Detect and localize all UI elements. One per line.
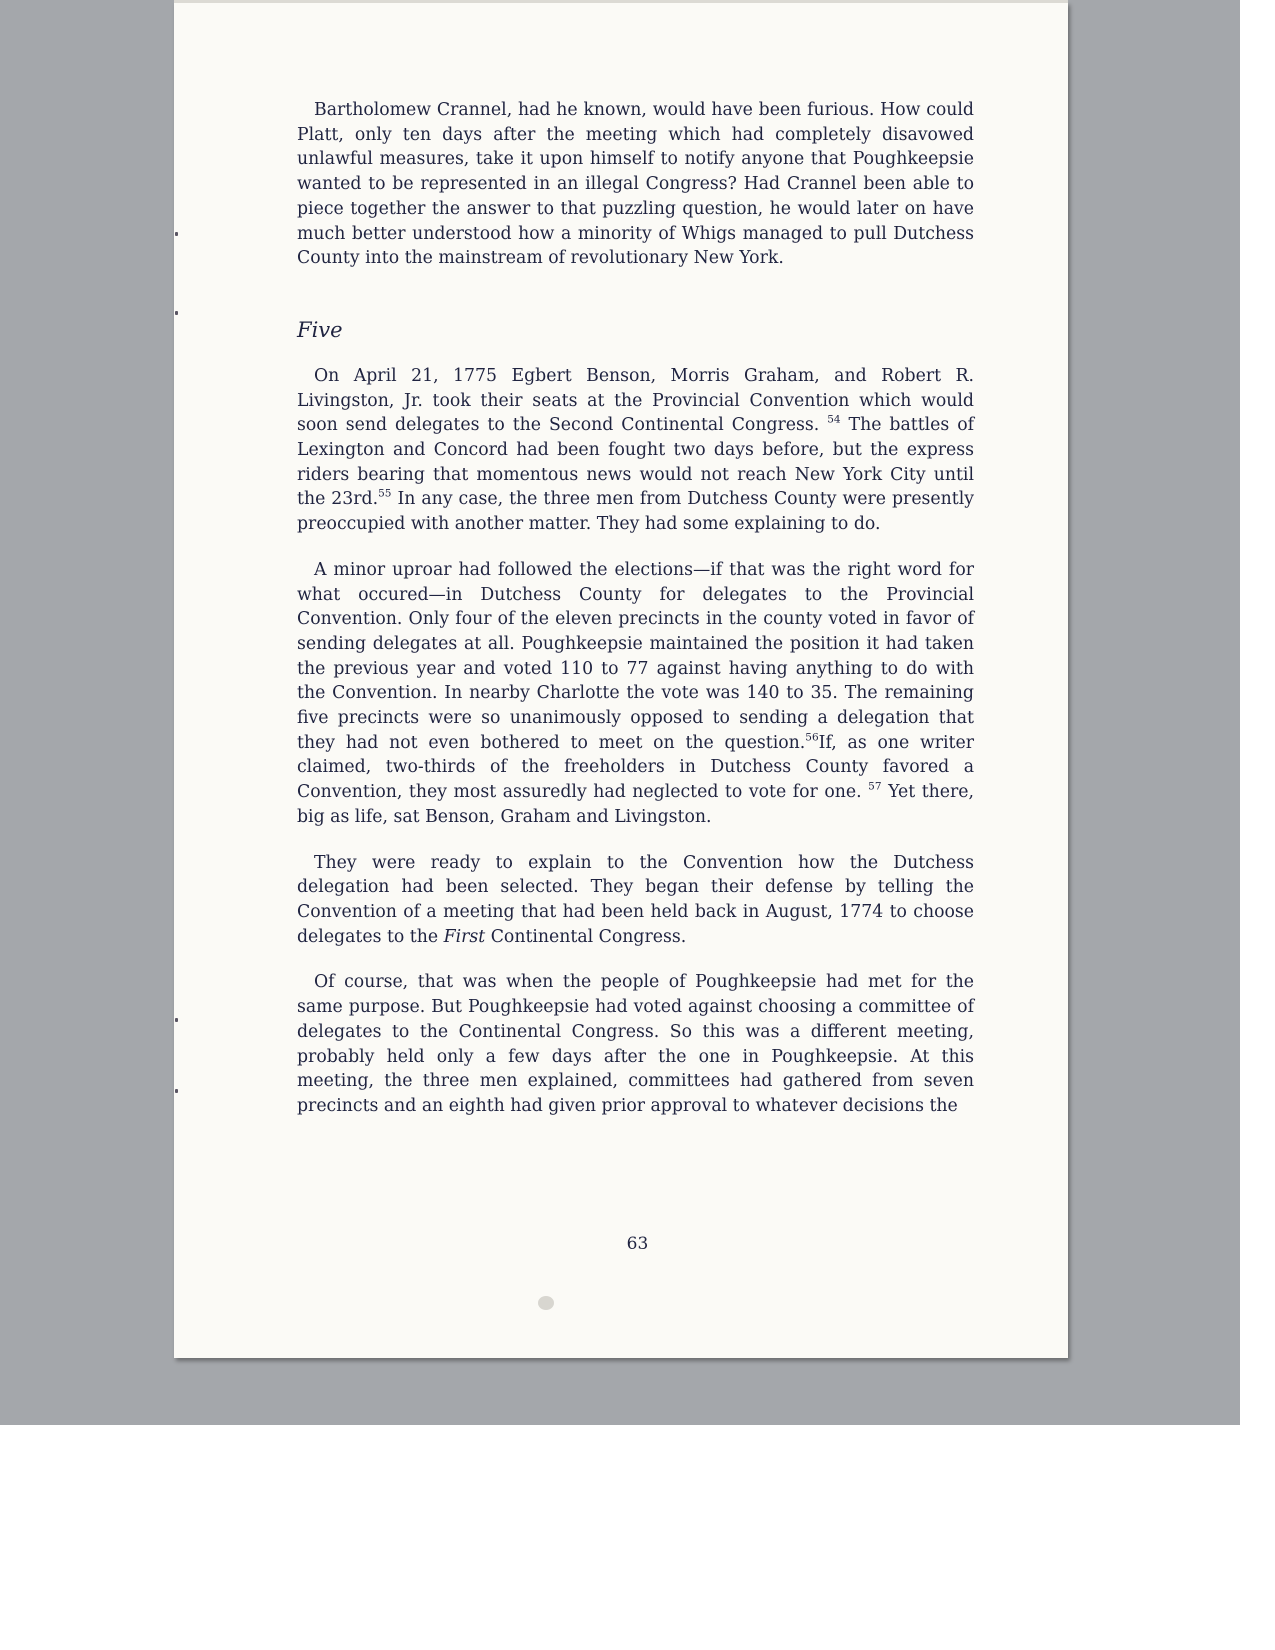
paragraph-text: The battles of Lexington and Concord had been fought two days before, but the express riders bearing that momentous news would not reach New York City until the 23rd.	[297, 415, 975, 510]
paragraph: Of course, that was when the people of Poughkeepsie had met for the same purpose. But Poughkeepsie had voted against choosing a committee of delegates to the Continental Congress. So this was a different meeting, probably held only a few days after the one in Poughkeepsie. At this meeting, the three men explained, committees had gathered from seven precincts and an eighth had given prior approval to whatever decisions the	[297, 972, 974, 1116]
footnote-marker: 54	[827, 413, 841, 426]
paragraph-text: In any case, the three men from Dutchess County were presently preoccupied with another matter. They had some explaining to do.	[297, 489, 975, 535]
paragraph-text: If, as one writer claimed, two-thirds of the freeholders in Dutchess County favored a Convention, they most assuredly had neglected to vote for one.	[297, 732, 974, 803]
paragraph	[297, 364, 974, 537]
paragraph	[297, 558, 974, 830]
paragraph-text: They were ready to explain to the Convention how the Dutchess delegation had been selected. They began their defense by telling the Convention of a meeting that had been held back in August, 1774 to choose delegates to the	[297, 852, 974, 947]
italic-text: First	[443, 926, 486, 947]
margin-mark	[175, 311, 178, 315]
body-text	[297, 98, 974, 1119]
footnote-marker: 56	[805, 731, 819, 744]
paragraph-text: Yet there, big as life, sat Benson, Graham and Livingston.	[297, 782, 975, 827]
page-number: 63	[626, 1234, 649, 1254]
margin-mark	[175, 232, 178, 236]
page-top-edge	[174, 0, 1068, 3]
footnote-marker: 57	[868, 780, 882, 793]
margin-mark	[175, 1018, 178, 1022]
paragraph	[297, 851, 974, 950]
paper-smudge	[538, 1296, 554, 1310]
paragraph-text: On April 21, 1775 Egbert Benson, Morris Graham, and Robert R. Livingston, Jr. took their seats at the Provincial Convention which would soon send delegates to the Second Continental Congress.	[297, 365, 974, 436]
footnote-marker: 55	[378, 488, 392, 501]
paragraph-text: Continental Congress.	[490, 926, 687, 947]
margin-mark	[175, 1089, 178, 1093]
section-heading: Five	[297, 317, 343, 342]
paragraph-text: A minor uproar had followed the elections—if that was the right word for what occured—in Dutchess County for delegates to the Provincial Convention. Only four of the eleven precincts in the county voted in favor of sending delegates at all. Poughkeepsie maintained the position it had taken the previous year and voted 110 to 77 against having anything to do with the Convention. In nearby Charlotte the vote was 140 to 35. The remaining five precincts were so unanimously opposed to sending a delegation that they had not even bothered to meet on the question.	[297, 559, 974, 753]
paragraph: Bartholomew Crannel, had he known, would have been furious. How could Platt, only ten days after the meeting which had completely disavowed unlawful measures, take it upon himself to notify anyone that Poughkeepsie wanted to be represented in an illegal Congress? Had Crannel been able to piece together the answer to that puzzling question, he would later on have much better understood how a minority of Whigs managed to pull Dutchess County into the mainstream of revolutionary New York.	[297, 100, 974, 269]
